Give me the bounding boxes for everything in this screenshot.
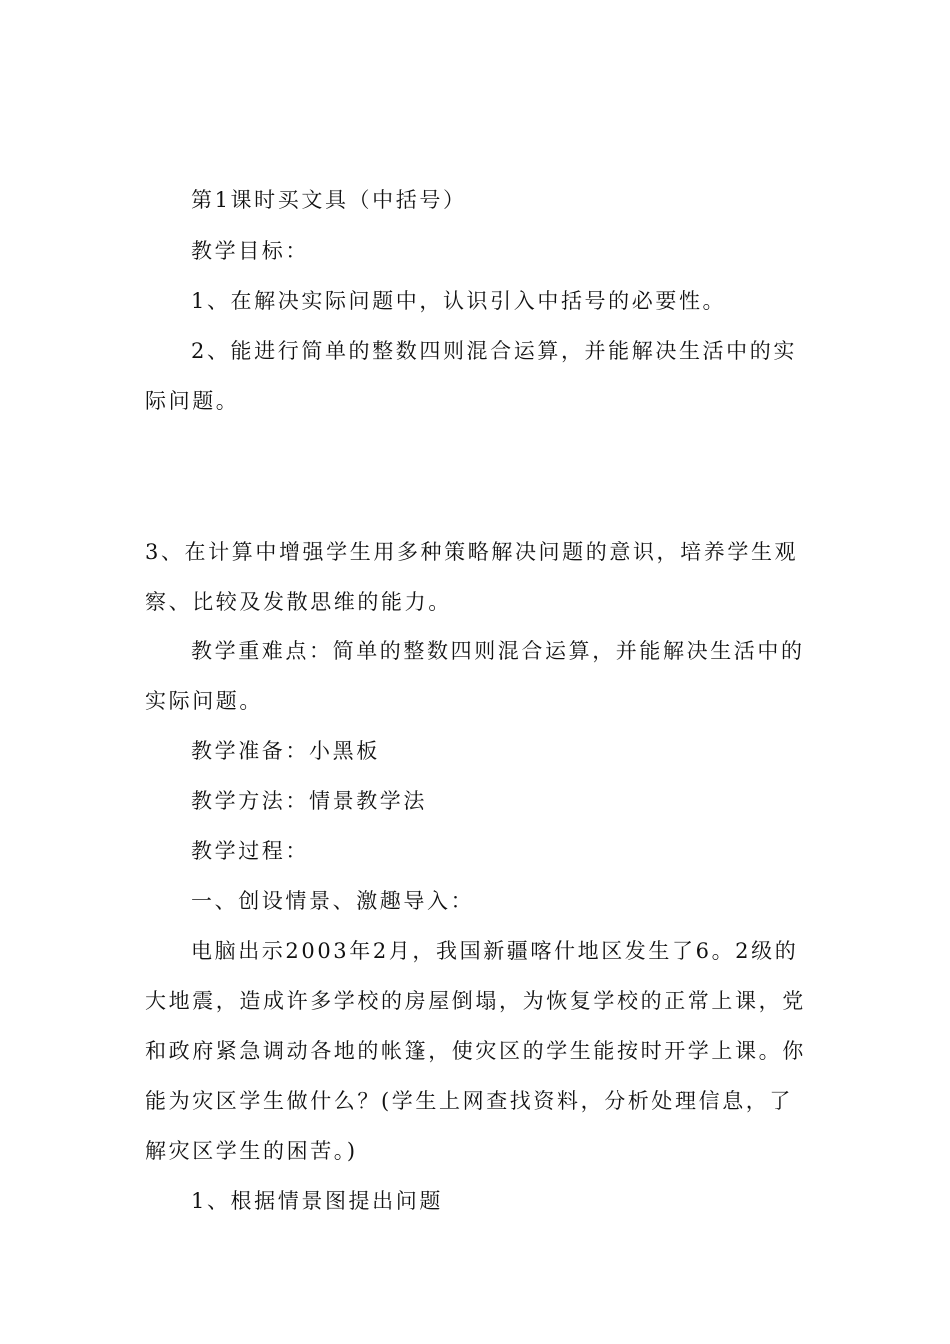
objective-1: 1、在解决实际问题中，认识引入中括号的必要性。 [191,289,727,313]
scenario-paragraph: 电脑出示2003年2月，我国新疆喀什地区发生了6。2级的大地震，造成许多学校的房屋倒塌，为恢复学校的正常上课，党和政府紧急调动各地的帐篷，使灾区的学生能按时开学上课。你能为灾区学生做什么？(学生上网查找资料，分析处理信息，了解灾区学生的困苦。) [145,939,806,1163]
step-1: 1、根据情景图提出问题 [191,1189,443,1213]
section-1-heading: 一、创设情景、激趣导入： [191,889,475,913]
teaching-preparation: 教学准备：小黑板 [191,739,380,763]
teaching-process-heading: 教学过程： [191,839,309,863]
lesson-title: 第1课时买文具（中括号） [191,188,467,212]
objective-2: 2、能进行简单的整数四则混合运算，并能解决生活中的实际问题。 [145,339,797,413]
key-difficulties: 教学重难点：简单的整数四则混合运算，并能解决生活中的实际问题。 [145,639,805,713]
objective-3: 3、在计算中增强学生用多种策略解决问题的意识，培养学生观察、比较及发散思维的能力。 [145,540,799,614]
teaching-method: 教学方法：情景教学法 [191,789,427,813]
objectives-heading: 教学目标： [191,239,309,263]
